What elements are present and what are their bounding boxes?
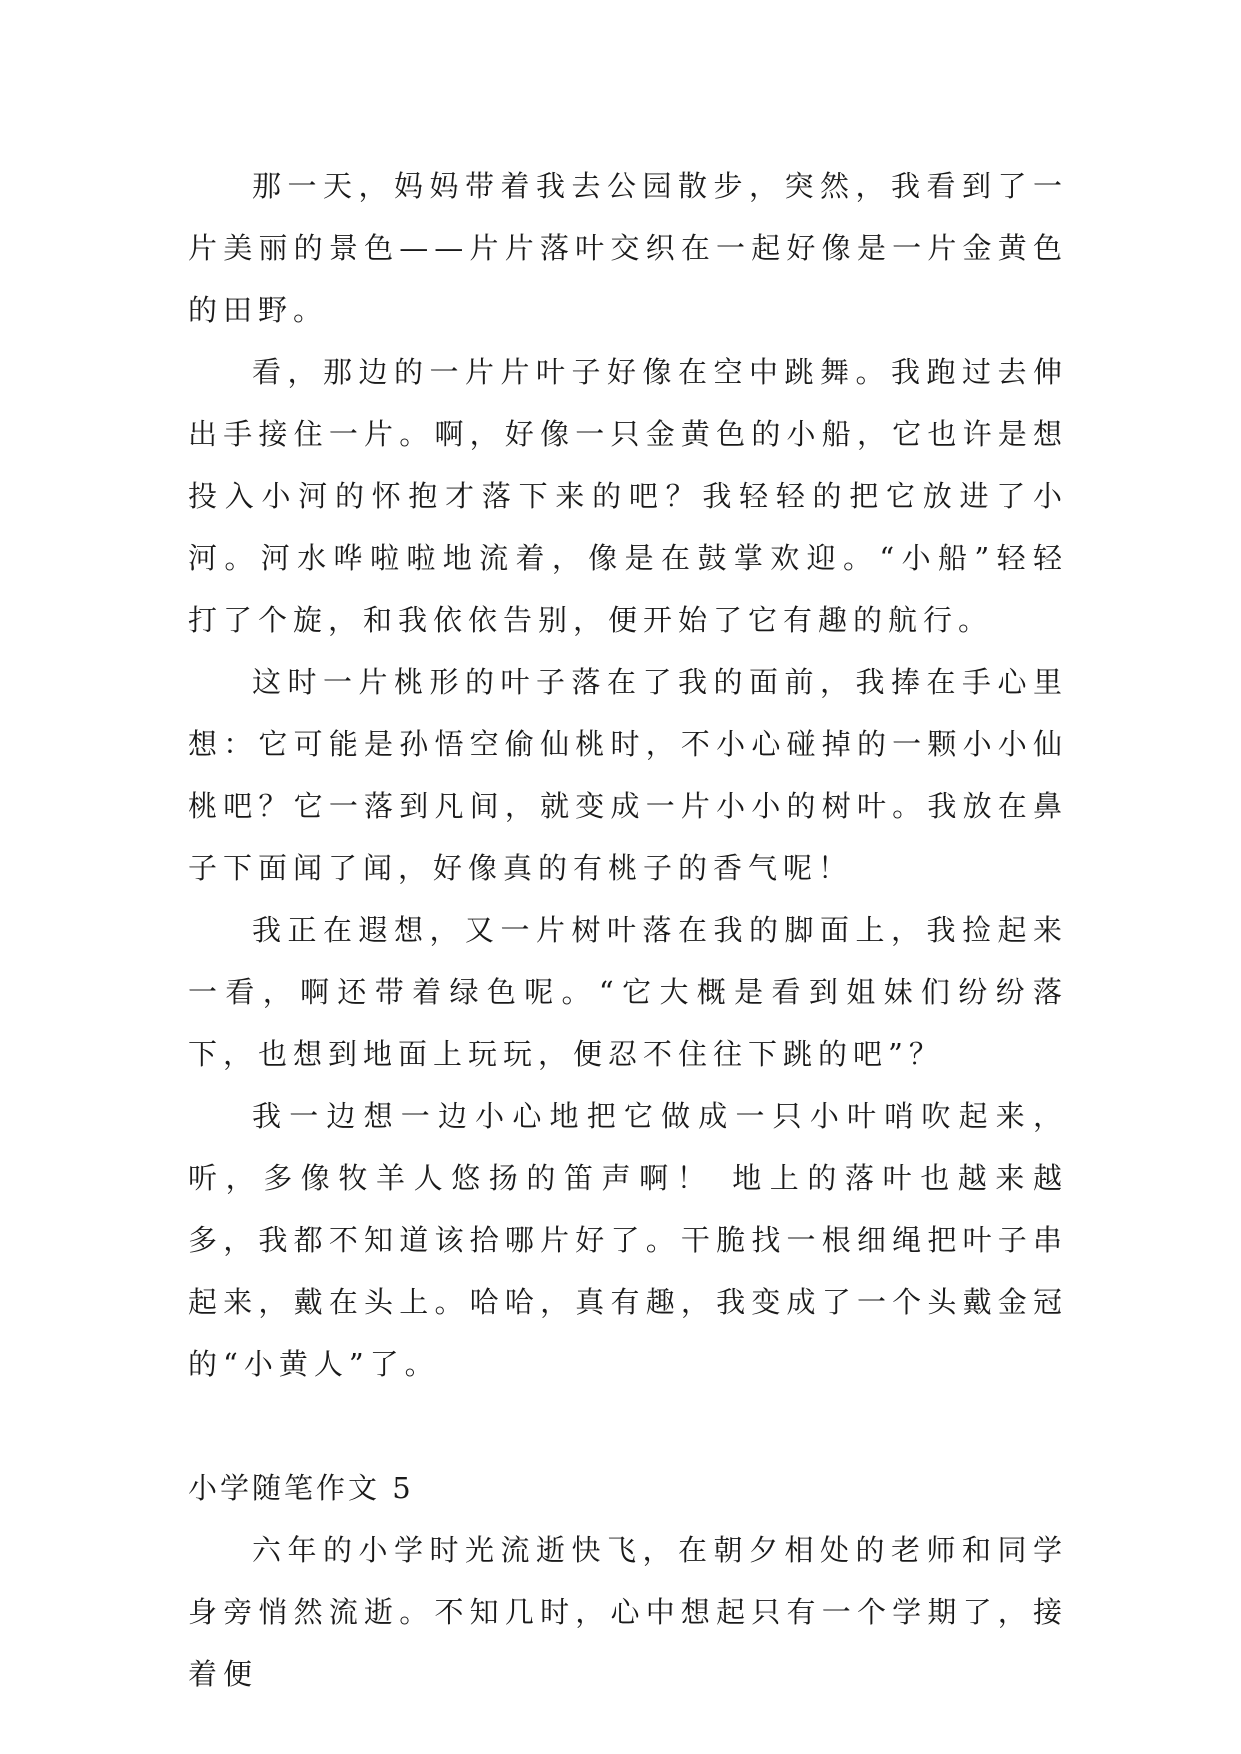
section-paragraph-1: 六年的小学时光流逝快飞，在朝夕相处的老师和同学身旁悄然流逝。不知几时，心中想起只有一个学期了，接着便 [188, 1533, 1068, 1691]
document-body [188, 155, 1068, 1705]
paragraph-5: 我一边想一边小心地把它做成一只小叶哨吹起来，听，多像牧羊人悠扬的笛声啊！ 地上的落叶也越来越多，我都不知道该拾哪片好了。干脆找一根细绳把叶子串起来，戴在头上。哈哈，真有趣，我变成了一个头戴金冠的“小黄人”了。 [188, 1099, 1068, 1381]
paragraph-1: 那一天，妈妈带着我去公园散步，突然，我看到了一片美丽的景色——片片落叶交织在一起好像是一片金黄色的田野。 [188, 169, 1068, 327]
paragraph-4: 我正在遐想，又一片树叶落在我的脚面上，我捡起来一看，啊还带着绿色呢。“它大概是看到姐妹们纷纷落下，也想到地面上玩玩，便忍不住往下跳的吧”？ [188, 913, 1068, 1071]
paragraph-2: 看，那边的一片片叶子好像在空中跳舞。我跑过去伸出手接住一片。啊，好像一只金黄色的小船，它也许是想投入小河的怀抱才落下来的吧？我轻轻的把它放进了小河。河水哗啦啦地流着，像是在鼓掌欢迎。“小船”轻轻打了个旋，和我依依告别，便开始了它有趣的航行。 [188, 355, 1068, 637]
section-heading: 小学随笔作文 5 [188, 1471, 414, 1505]
paragraph-3: 这时一片桃形的叶子落在了我的面前，我捧在手心里想：它可能是孙悟空偷仙桃时，不小心碰掉的一颗小小仙桃吧？它一落到凡间，就变成一片小小的树叶。我放在鼻子下面闻了闻，好像真的有桃子的香气呢！ [188, 665, 1068, 885]
